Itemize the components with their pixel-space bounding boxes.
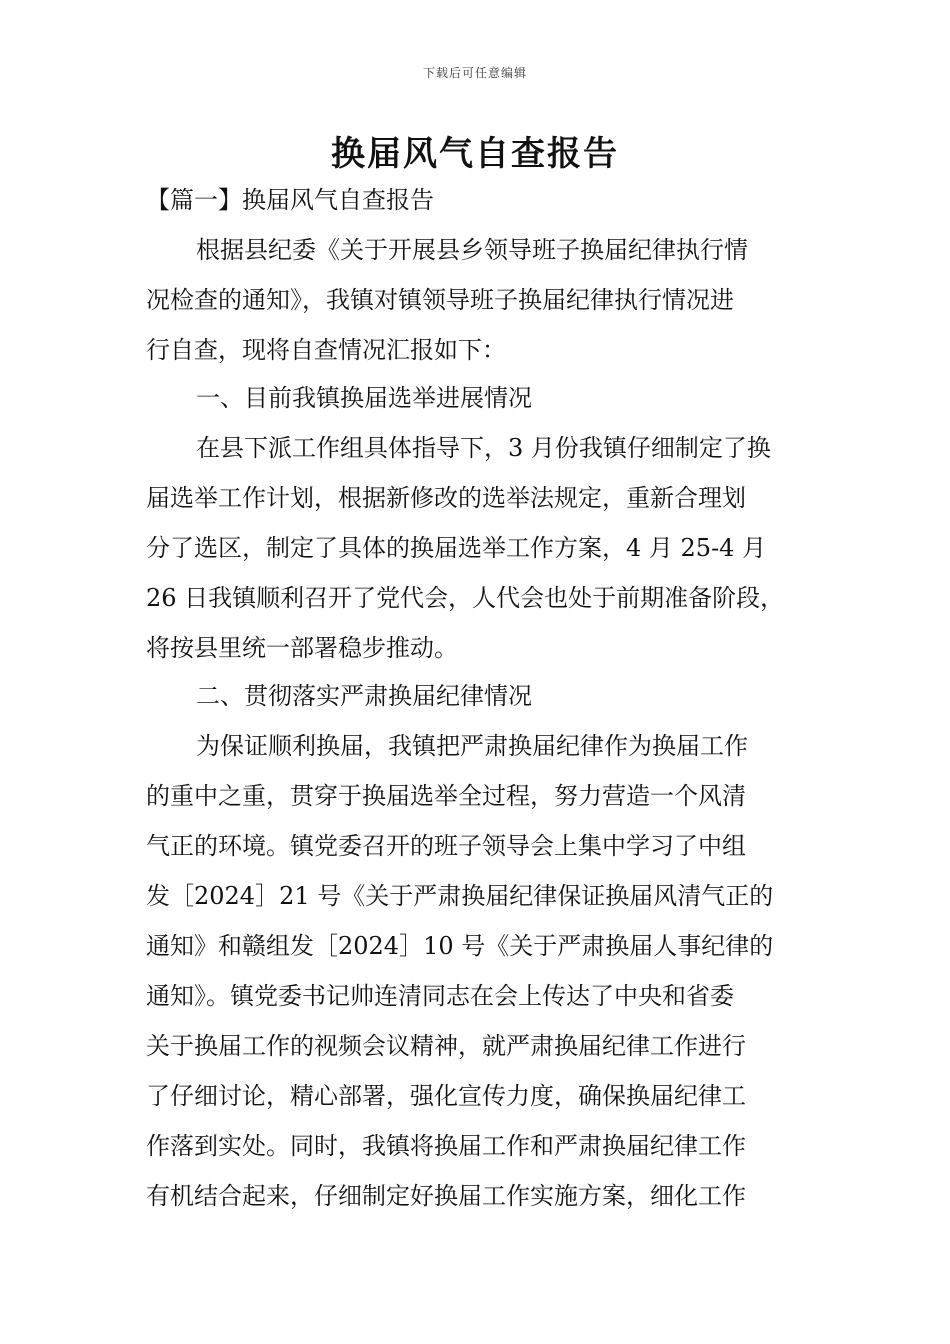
body-line: 况检查的通知》，我镇对镇领导班子换届纪律执行情况进 <box>146 286 734 314</box>
header-note: 下载后可任意编辑 <box>422 66 527 80</box>
document-title: 换届风气自查报告 <box>331 134 619 174</box>
body-line: 关于换届工作的视频会议精神，就严肃换届纪律工作进行 <box>146 1032 746 1060</box>
body-line: 的重中之重，贯穿于换届选举全过程，努力营造一个风清 <box>146 782 746 810</box>
section-subtitle: 【篇一】换届风气自查报告 <box>146 186 434 214</box>
body-line: 在县下派工作组具体指导下，3 月份我镇仔细制定了换 <box>196 434 771 462</box>
body-line: 为保证顺利换届，我镇把严肃换届纪律作为换届工作 <box>196 732 748 760</box>
body-line: 了仔细讨论，精心部署，强化宣传力度，确保换届纪律工 <box>146 1082 746 1110</box>
body-line: 作落到实处。同时，我镇将换届工作和严肃换届纪律工作 <box>146 1132 746 1160</box>
body-line: 将按县里统一部署稳步推动。 <box>146 634 458 662</box>
body-line: 分了选区，制定了具体的换届选举工作方案，4 月 25-4 月 <box>146 534 767 562</box>
body-line: 届选举工作计划，根据新修改的选举法规定，重新合理划 <box>146 484 746 512</box>
body-line: 根据县纪委《关于开展县乡领导班子换届纪律执行情 <box>196 236 748 264</box>
body-line: 气正的环境。镇党委召开的班子领导会上集中学习了中组 <box>146 832 746 860</box>
body-line: 通知》和赣组发［2024］10 号《关于严肃换届人事纪律的 <box>146 932 774 960</box>
body-line: 发［2024］21 号《关于严肃换届纪律保证换届风清气正的 <box>146 882 774 910</box>
section-heading: 一、目前我镇换届选举进展情况 <box>196 384 532 412</box>
body-line: 26 日我镇顺利召开了党代会，人代会也处于前期准备阶段， <box>146 584 785 612</box>
body-line: 行自查，现将自查情况汇报如下： <box>146 336 506 364</box>
body-line: 有机结合起来，仔细制定好换届工作实施方案，细化工作 <box>146 1182 746 1210</box>
section-heading: 二、贯彻落实严肃换届纪律情况 <box>196 682 532 710</box>
body-line: 通知》。镇党委书记帅连清同志在会上传达了中央和省委 <box>146 982 734 1010</box>
